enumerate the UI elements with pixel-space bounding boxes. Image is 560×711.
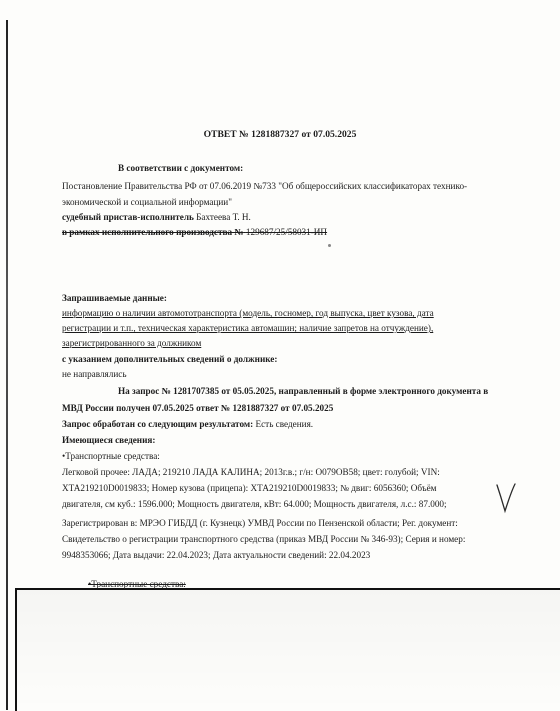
proceedings-label: в рамках исполнительного производства № <box>62 227 244 237</box>
vehicle-line-5: Свидетельство о регистрации транспортного средства (приказ МВД России № 346-93); Серия и номер: <box>62 534 466 544</box>
vehicle-line-6: 9948353066; Дата выдачи: 22.04.2023; Дата актуальности сведений: 22.04.2023 <box>62 550 371 560</box>
document-title <box>0 129 560 141</box>
request-line-1: На запрос № 1281707385 от 05.05.2025, направленный в форме электронного документа в <box>118 386 489 396</box>
folded-page-shadow <box>17 590 560 711</box>
extra-value: не направлялись <box>62 369 127 379</box>
requested-heading: Запрашиваемые данные: <box>62 293 167 303</box>
section-vehicles-2: •Транспортные средства: <box>88 579 186 589</box>
page-edge-shadow <box>6 20 8 710</box>
proceedings-number: 129687/25/58031-ИП <box>245 227 328 237</box>
extra-heading: с указанием дополнительных сведений о должнике: <box>62 354 278 364</box>
basis-text-line-1: Постановление Правительства РФ от 07.06.2019 №733 "Об общероссийских классификаторах технико- <box>62 181 468 191</box>
result-label: Запрос обработан со следующим результатом: <box>62 419 254 429</box>
document-title-text: ОТВЕТ № 1281887327 от 07.05.2025 <box>203 129 357 140</box>
requested-line-3: зарегистрированного за должником <box>62 338 202 348</box>
requested-line-2: регистрации и т.п., техническая характеристика автомашин; наличие запретов на отчуждение), <box>62 323 434 333</box>
result-value: Есть сведения. <box>255 419 314 429</box>
vehicle-line-4: Зарегистрирован в: МРЭО ГИБДД (г. Кузнецк) УМВД России по Пензенской области; Рег. документ: <box>62 518 458 528</box>
info-heading: Имеющиеся сведения: <box>62 435 156 445</box>
basis-heading: В соответствии с документом: <box>118 163 244 173</box>
vehicle-line-3: двигателя, см куб.: 1596.000; Мощность двигателя, кВт: 64.000; Мощность двигателя, л.с.: 87.000; <box>62 499 447 509</box>
request-line-2: МВД России получен 07.05.2025 ответ № 1281887327 от 07.05.2025 <box>62 403 334 413</box>
requested-line-1: информацию о наличии автомототранспорта (модель, госномер, год выпуска, цвет кузова, дата <box>62 308 434 318</box>
proceedings-line <box>62 226 327 238</box>
vehicle-line-2: ХТА219210D0019833; Номер кузова (прицепа): ХТА219210D0019833; № двиг: 6056360; Объём <box>62 483 437 493</box>
bailiff-name: Бахтеева Т. Н. <box>196 212 251 222</box>
bailiff-label: судебный пристав-исполнитель <box>62 212 194 222</box>
scan-speck <box>328 244 331 247</box>
vehicle-line-1: Легковой прочее: ЛАДА; 219210 ЛАДА КАЛИНА; 2013г.в.; г/н: О079ОВ58; цвет: голубой; VIN: <box>62 467 440 477</box>
section-vehicles-1: •Транспортные средства: <box>62 451 160 461</box>
result-line <box>62 418 313 430</box>
basis-text-line-2: экономической и социальной информации" <box>62 197 232 207</box>
page-fold-left-edge <box>15 588 17 711</box>
bailiff-line <box>62 211 251 223</box>
handwritten-check-mark <box>494 482 518 514</box>
